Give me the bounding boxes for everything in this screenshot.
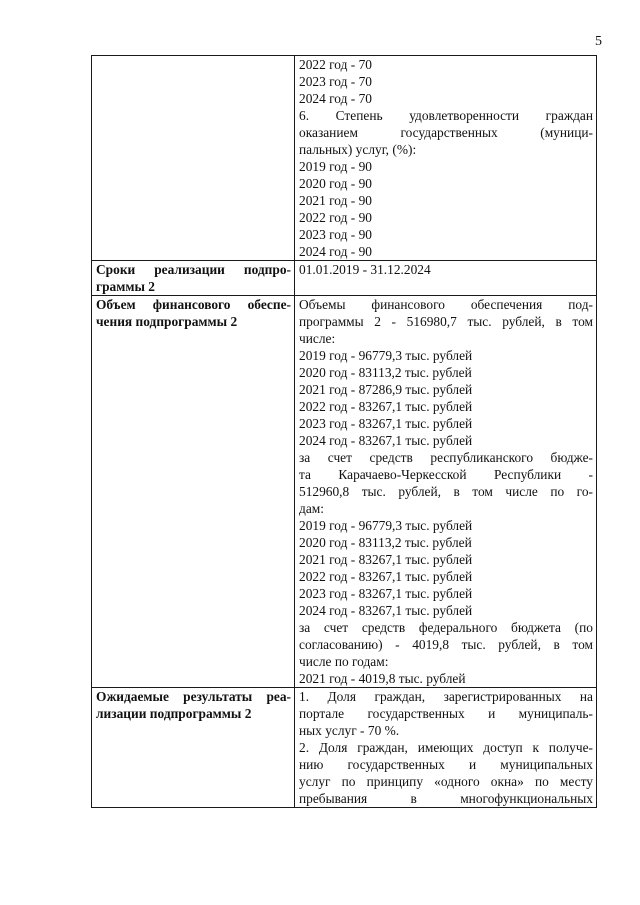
row-value-line: 2. Доля граждан, имеющих доступ к получе-	[299, 740, 593, 755]
row-label	[96, 261, 291, 295]
row-value-line: числе:	[299, 331, 336, 346]
row-value-line: та Карачаево-Черкесской Республики -	[299, 467, 593, 482]
row-value-line: 2023 год - 70	[299, 74, 372, 89]
row-value-line: пальных) услуг, (%):	[299, 142, 417, 157]
row-value-line: 2021 год - 90	[299, 193, 372, 208]
row-value-line: дам:	[299, 501, 324, 516]
row-label-cell	[92, 56, 295, 261]
row-value-line: 2020 год - 83113,2 тыс. рублей	[299, 365, 472, 380]
row-value-line: 2020 год - 90	[299, 176, 372, 191]
row-label-line: лизации подпрограммы 2	[96, 706, 252, 721]
row-value-line: 2022 год - 70	[299, 57, 372, 72]
row-label-cell	[92, 688, 295, 808]
table-row	[92, 688, 597, 808]
row-value-line: 2023 год - 90	[299, 227, 372, 242]
row-value-line: нию государственных и муниципальных	[299, 757, 593, 772]
row-label-line: Объем финансового обеспе-	[96, 297, 291, 312]
row-value-cell	[295, 296, 597, 688]
row-value-line: 2019 год - 96779,3 тыс. рублей	[299, 348, 473, 363]
row-value-line: 2023 год - 83267,1 тыс. рублей	[299, 416, 473, 431]
row-value-line: оказанием государственных (муници-	[299, 125, 593, 140]
row-value-line: 2019 год - 96779,3 тыс. рублей	[299, 518, 473, 533]
row-label	[96, 296, 291, 330]
row-value-line: программы 2 - 516980,7 тыс. рублей, в том	[299, 314, 593, 329]
row-value-line: 2022 год - 83267,1 тыс. рублей	[299, 399, 473, 414]
row-label-cell	[92, 261, 295, 296]
row-value-line: ных услуг - 70 %.	[299, 723, 400, 738]
row-value-line: 2023 год - 83267,1 тыс. рублей	[299, 586, 473, 601]
page-number: 5	[595, 34, 602, 49]
row-value-line: за счет средств республиканского бюдже-	[299, 450, 593, 465]
table-row	[92, 296, 597, 688]
row-label-line: чения подпрограммы 2	[96, 314, 238, 329]
row-label-line: Сроки реализации подпро-	[96, 262, 291, 277]
row-value-line: Объемы финансового обеспечения под-	[299, 297, 593, 312]
row-value-line: числе по годам:	[299, 654, 389, 669]
row-value-cell	[295, 56, 597, 261]
subprogram-passport-table	[91, 55, 597, 808]
row-value-line: 2024 год - 90	[299, 244, 372, 259]
row-value-line: 6. Степень удовлетворенности граждан	[299, 108, 593, 123]
row-value-line: 2024 год - 70	[299, 91, 372, 106]
row-value-line: согласованию) - 4019,8 тыс. рублей, в том	[299, 637, 593, 652]
row-value-line: 2024 год - 83267,1 тыс. рублей	[299, 433, 473, 448]
table-row	[92, 56, 597, 261]
table-row	[92, 261, 597, 296]
row-value-line: 2021 год - 83267,1 тыс. рублей	[299, 552, 473, 567]
row-value-cell	[295, 688, 597, 808]
table-body	[92, 56, 597, 808]
row-value-line: портале государственных и муниципаль-	[299, 706, 593, 721]
row-value-line: услуг по принципу «одного окна» по месту	[299, 774, 593, 789]
row-label-line: граммы 2	[96, 279, 155, 294]
row-value-line: 2022 год - 90	[299, 210, 372, 225]
row-value-line: 2019 год - 90	[299, 159, 372, 174]
row-value-line: 2021 год - 87286,9 тыс. рублей	[299, 382, 473, 397]
row-value-line: 2021 год - 4019,8 тыс. рублей	[299, 671, 466, 686]
row-value-line: 2024 год - 83267,1 тыс. рублей	[299, 603, 473, 618]
row-label	[96, 688, 291, 722]
row-value-line: 01.01.2019 - 31.12.2024	[299, 262, 431, 277]
row-value-line: за счет средств федерального бюджета (по	[299, 620, 593, 635]
row-label-cell	[92, 296, 295, 688]
row-value-cell	[295, 261, 597, 296]
row-value-line: 1. Доля граждан, зарегистрированных на	[299, 689, 593, 704]
row-value-line: 512960,8 тыс. рублей, в том числе по го-	[299, 484, 593, 499]
row-label-line: Ожидаемые результаты реа-	[96, 689, 291, 704]
row-value-line: пребывания в многофункциональных	[299, 791, 593, 806]
row-value-line: 2022 год - 83267,1 тыс. рублей	[299, 569, 473, 584]
row-value-line: 2020 год - 83113,2 тыс. рублей	[299, 535, 472, 550]
